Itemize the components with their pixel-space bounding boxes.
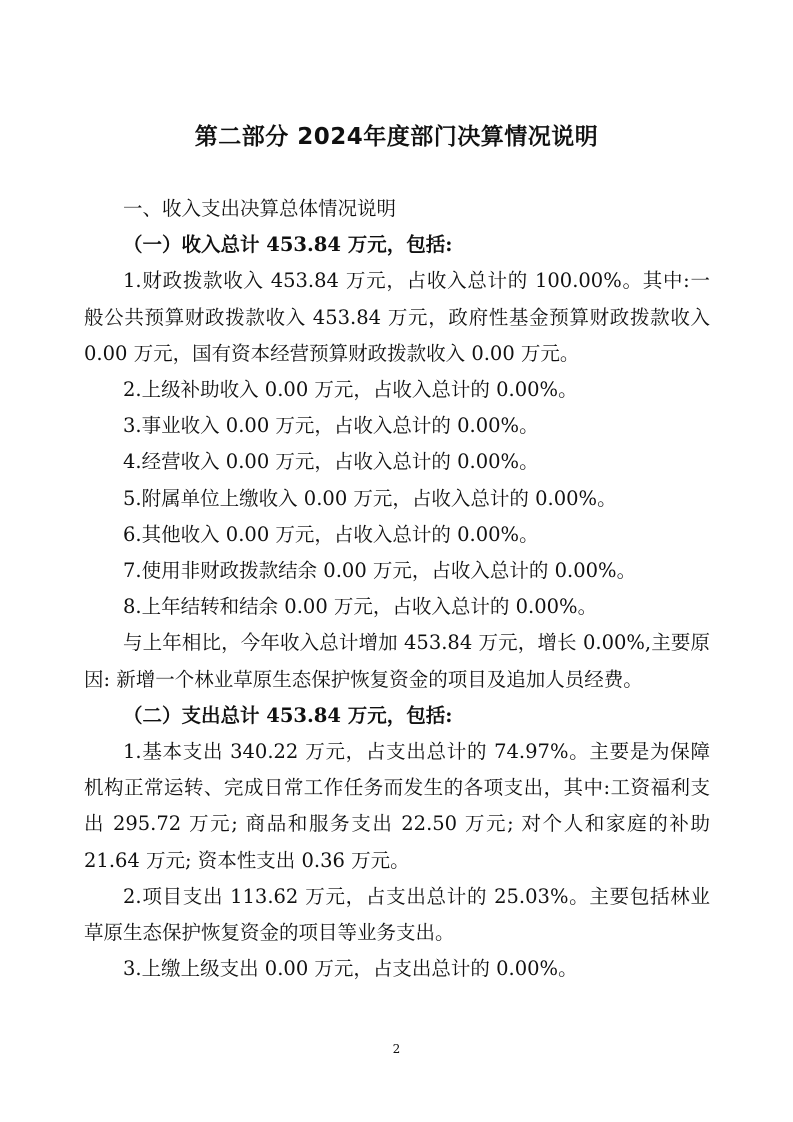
expenditure-heading: （二）支出总计 453.84 万元，包括:	[123, 703, 453, 727]
income-item: 4.经营收入 0.00 万元，占收入总计的 0.00%。	[123, 450, 539, 474]
income-item: 3.事业收入 0.00 万元，占收入总计的 0.00%。	[123, 414, 539, 438]
page-number: 2	[392, 1042, 401, 1056]
expenditure-item: 1.基本支出 340.22 万元，占支出总计的 74.97%。主要是为保障机构正常运转、完成日常工作任务而发生的各项支出，其中:工资福利支出 295.72 万元; 商品和服务支出 22.50 万元; 对个人和家庭的补助 21.64 万元; 资本性支出 0.36 万元。	[84, 740, 710, 872]
income-item: 8.上年结转和结余 0.00 万元，占收入总计的 0.00%。	[123, 595, 598, 619]
income-item: 1.财政拨款收入 453.84 万元，占收入总计的 100.00%。其中:一般公共预算财政拨款收入 453.84 万元，政府性基金预算财政拨款收入 0.00 万元，国有资本经营预算财政拨款收入 0.00 万元。	[84, 269, 710, 365]
expenditure-item: 2.项目支出 113.62 万元，占支出总计的 25.03%。主要包括林业草原生态保护恢复资金的项目等业务支出。	[84, 884, 710, 945]
income-item: 2.上级补助收入 0.00 万元，占收入总计的 0.00%。	[123, 378, 578, 402]
income-item: 7.使用非财政拨款结余 0.00 万元，占收入总计的 0.00%。	[123, 559, 637, 583]
page-title: 第二部分 2024年度部门决算情况说明	[194, 124, 599, 150]
expenditure-item: 3.上缴上级支出 0.00 万元，占支出总计的 0.00%。	[123, 957, 578, 981]
income-comparison: 与上年相比，今年收入总计增加 453.84 万元，增长 0.00%,主要原因: 新增一个林业草原生态保护恢复资金的项目及追加人员经费。	[84, 631, 710, 691]
income-item: 5.附属单位上缴收入 0.00 万元，占收入总计的 0.00%。	[123, 486, 617, 510]
income-item: 6.其他收入 0.00 万元，占收入总计的 0.00%。	[123, 522, 539, 546]
section-heading: 一、收入支出决算总体情况说明	[123, 197, 397, 220]
income-heading: （一）收入总计 453.84 万元，包括:	[123, 233, 453, 257]
document-body	[84, 191, 710, 987]
